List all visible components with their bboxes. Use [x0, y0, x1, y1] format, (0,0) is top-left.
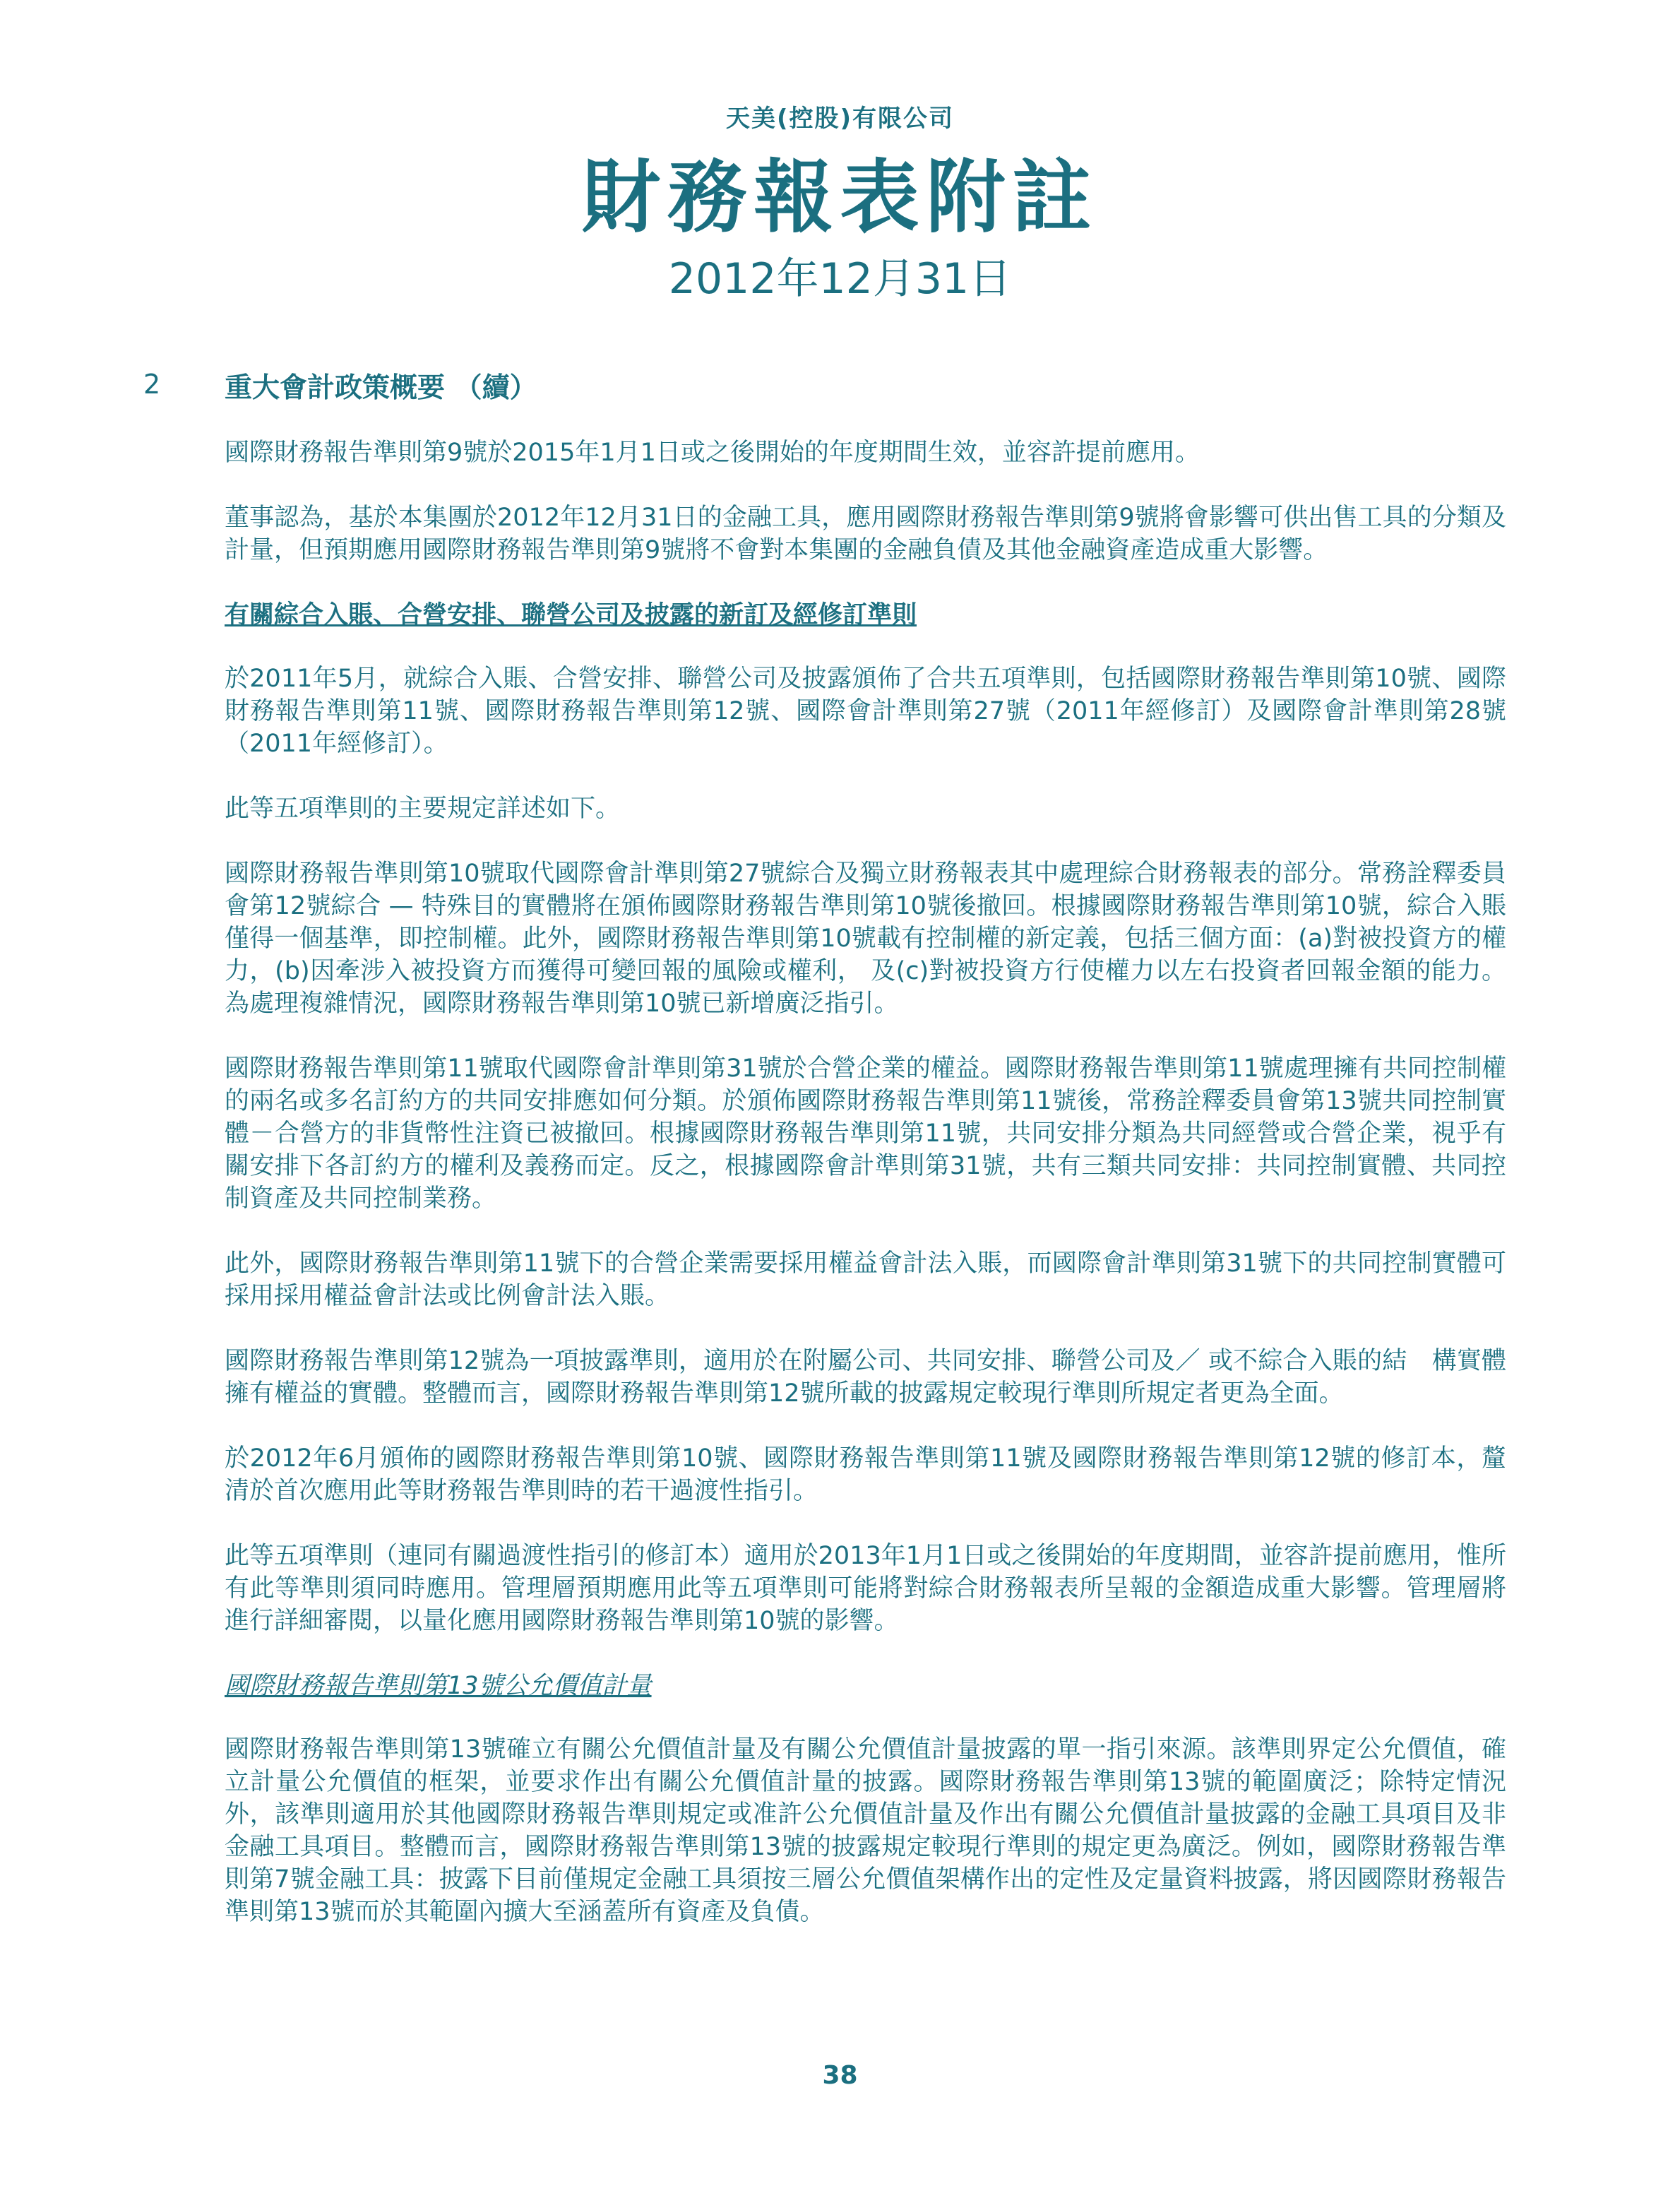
paragraph: 國際財務報告準則第13號確立有關公允價值計量及有關公允價值計量披露的單一指引來源。該準則界定公允價值，確立計量公允價值的框架，並要求作出有關公允價值計量的披露。國際財務報告準則第13號的範圍廣泛；除特定情況外，該準則適用於其他國際財務報告準則規定或准許公允價值計量及作出有關公允價值計量披露的金融工具項目及非金融工具項目。整體而言，國際財務報告準則第13號的披露規定較現行準則的規定更為廣泛。例如，國際財務報告準則第7號金融工具：披露下目前僅規定金融工具須按三層公允價值架構作出的定性及定量資料披露，將因國際財務報告準則第13號而於其範圍內擴大至涵蓋所有資產及負債。	[225, 1735, 1506, 1926]
page-title: 財務報表附註	[581, 152, 1099, 244]
paragraph: 國際財務報告準則第10號取代國際會計準則第27號綜合及獨立財務報表其中處理綜合財務報表的部分。常務詮釋委員會第12號綜合 — 特殊目的實體將在頒佈國際財務報告準則第10號後撤回。根據國際財務報告準則第10號，綜合入賬僅得一個基準，即控制權。此外，國際財務報告準則第10號載有控制權的新定義，包括三個方面：(a)對被投資方的權力，(b)因牽涉入被投資方而獲得可變回報的風險或權利， 及(c)對被投資方行使權力以左右投資者回報金額的能力。為處理複雜情況，國際財務報告準則第10號已新增廣泛指引。	[225, 860, 1506, 1018]
paragraph: 董事認為，基於本集團於2012年12月31日的金融工具，應用國際財務報告準則第9號將會影響可供出售工具的分類及計量，但預期應用國際財務報告準則第9號將不會對本集團的金融負債及其他金融資產造成重大影響。	[225, 504, 1506, 564]
paragraph: 此等五項準則的主要規定詳述如下。	[225, 795, 621, 823]
paragraph: 國際財務報告準則第11號取代國際會計準則第31號於合營企業的權益。國際財務報告準則第11號處理擁有共同控制權的兩名或多名訂約方的共同安排應如何分類。於頒佈國際財務報告準則第11號後，常務詮釋委員會第13號共同控制實體－合營方的非貨幣性注資已被撤回。根據國際財務報告準則第11號，共同安排分類為共同經營或合營企業，視乎有關安排下各訂約方的權利及義務而定。反之，根據國際會計準則第31號，共有三類共同安排：共同控制實體、共同控制資產及共同控制業務。	[225, 1055, 1506, 1213]
paragraph: 國際財務報告準則第9號於2015年1月1日或之後開始的年度期間生效，並容許提前應用。	[225, 439, 1200, 467]
section-title: 重大會計政策概要 （續）	[225, 372, 537, 404]
paragraph: 國際財務報告準則第12號為一項披露準則，適用於在附屬公司、共同安排、聯營公司及／ 或不綜合入賬的結 構實體擁有權益的實體。整體而言，國際財務報告準則第12號所載的披露規定較現行準則所規定者更為全面。	[225, 1347, 1506, 1408]
subheading: 有關綜合入賬、合營安排、聯營公司及披露的新訂及經修訂準則	[225, 601, 917, 629]
company-name: 天美(控股)有限公司	[725, 105, 955, 133]
page-number: 38	[822, 2061, 858, 2090]
section-number: 2	[143, 369, 161, 400]
paragraph: 於2012年6月頒佈的國際財務報告準則第10號、國際財務報告準則第11號及國際財務報告準則第12號的修訂本，釐清於首次應用此等財務報告準則時的若干過渡性指引。	[225, 1444, 1506, 1505]
document-body	[225, 436, 1506, 1961]
paragraph: 此外，國際財務報告準則第11號下的合營企業需要採用權益會計法入賬，而國際會計準則第31號下的共同控制實體可採用採用權益會計法或比例會計法入賬。	[225, 1249, 1506, 1310]
report-date: 2012年12月31日	[668, 254, 1012, 304]
paragraph: 於2011年5月，就綜合入賬、合營安排、聯營公司及披露頒佈了合共五項準則，包括國際財務報告準則第10號、國際財務報告準則第11號、國際財務報告準則第12號、國際會計準則第27號（2011年經修訂）及國際會計準則第28號（2011年經修訂）。	[225, 665, 1506, 758]
subheading: 國際財務報告準則第13號公允價值計量	[225, 1672, 652, 1700]
paragraph: 此等五項準則（連同有關過渡性指引的修訂本）適用於2013年1月1日或之後開始的年度期間，並容許提前應用，惟所有此等準則須同時應用。管理層預期應用此等五項準則可能將對綜合財務報表所呈報的金額造成重大影響。管理層將進行詳細審閱，以量化應用國際財務報告準則第10號的影響。	[225, 1542, 1506, 1635]
